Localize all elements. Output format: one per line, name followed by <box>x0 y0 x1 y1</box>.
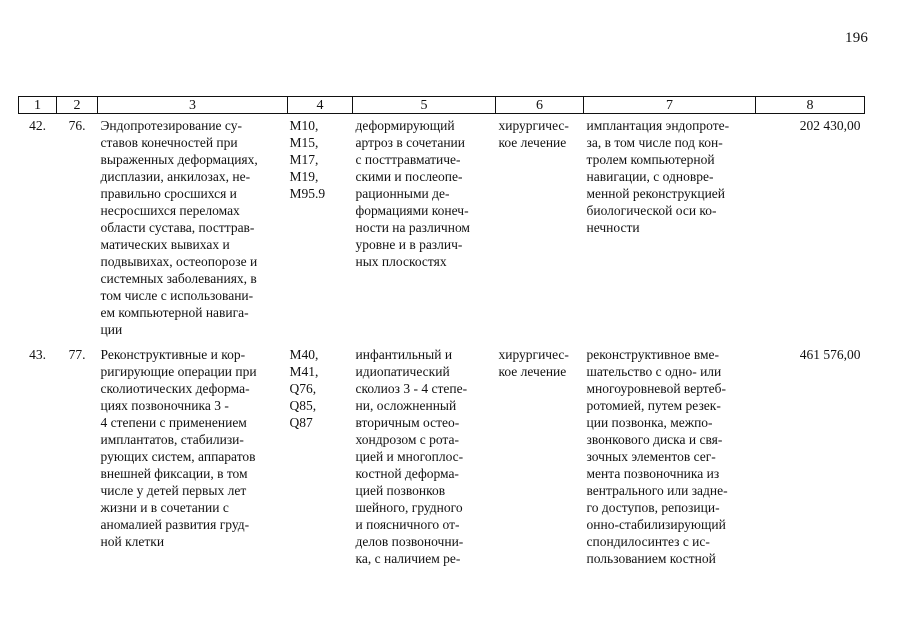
header-col-6: 6 <box>496 97 584 114</box>
icd-code: Q85, <box>289 398 317 413</box>
text-line: деформирующий <box>355 118 455 133</box>
text-line: рующих систем, аппаратов <box>100 449 256 464</box>
icd-code: M15, <box>289 135 319 150</box>
text-line: с посттравматиче- <box>355 152 461 167</box>
icd-code: M95.9 <box>289 186 326 201</box>
text-line: 4 степени с применением <box>100 415 247 430</box>
row-number: 43. <box>29 347 46 362</box>
icd-code: Q76, <box>289 381 317 396</box>
text-line: за, в том числе под кон- <box>586 135 723 150</box>
text-line: хондрозом с рота- <box>355 432 459 447</box>
page-number: 196 <box>845 30 869 46</box>
text-line: рационными де- <box>355 186 450 201</box>
care-description <box>98 114 288 344</box>
text-line: жизни и в сочетании с <box>100 500 229 515</box>
text-line: том числе с использовани- <box>100 288 254 303</box>
icd-code: M19, <box>289 169 319 184</box>
icd-code: M41, <box>289 364 319 379</box>
icd-code: M10, <box>289 118 319 133</box>
text-line: ных плоскостях <box>355 254 447 269</box>
text-line: менной реконструкцией <box>586 186 726 201</box>
text-line: и поясничного от- <box>355 517 460 532</box>
text-line: подвывихах, остеопорозе и <box>100 254 258 269</box>
text-line: аномалией развития груд- <box>100 517 250 532</box>
text-line: реконструктивное вме- <box>586 347 720 362</box>
text-line: циях позвоночника 3 - <box>100 398 229 413</box>
header-col-8: 8 <box>756 97 865 114</box>
text-line: цией позвонков <box>355 483 446 498</box>
text-line: выраженных деформациях, <box>100 152 258 167</box>
text-line: области сустава, посттрав- <box>100 220 255 235</box>
icd-code: M17, <box>289 152 319 167</box>
header-col-2: 2 <box>57 97 98 114</box>
text-line: имплантация эндопроте- <box>586 118 730 133</box>
text-line: правильно сросшихся и <box>100 186 237 201</box>
header-col-7: 7 <box>584 97 756 114</box>
text-line: идиопатический <box>355 364 450 379</box>
treatment-type <box>496 114 584 344</box>
text-line: ставов конечностей при <box>100 135 238 150</box>
text-line: вторичным остео- <box>355 415 460 430</box>
text-line: Эндопротезирование су- <box>100 118 242 133</box>
text-line: ни, осложненный <box>355 398 457 413</box>
icd-code: Q87 <box>289 415 313 430</box>
text-line: ем компьютерной навига- <box>100 305 249 320</box>
text-line: звонкового диска и свя- <box>586 432 723 447</box>
table-header <box>19 97 865 114</box>
tariff-table <box>18 96 865 567</box>
text-line: цией и многоплос- <box>355 449 464 464</box>
text-line: артроз в сочетании <box>355 135 465 150</box>
text-line: числе у детей первых лет <box>100 483 247 498</box>
text-line: делов позвоночни- <box>355 534 464 549</box>
text-line: инфантильный и <box>355 347 453 362</box>
treatment-method <box>584 343 756 567</box>
text-line: шейного, грудного <box>355 500 463 515</box>
icd-codes <box>288 343 353 567</box>
text-line: кое лечение <box>498 135 567 150</box>
patient-model <box>353 343 496 567</box>
text-line: матических вывихах и <box>100 237 230 252</box>
text-line: ности на различном <box>355 220 470 235</box>
text-line: ции позвонка, межпо- <box>586 415 713 430</box>
text-line: пользованием костной <box>586 551 716 566</box>
header-col-5: 5 <box>353 97 496 114</box>
text-line: ригирующие операции при <box>100 364 257 379</box>
text-line: ка, с наличием ре- <box>355 551 461 566</box>
header-col-1: 1 <box>19 97 57 114</box>
text-line: внешней фиксации, в том <box>100 466 248 481</box>
text-line: сколиотических деформа- <box>100 381 250 396</box>
cost-amount: 202 430,00 <box>799 118 861 133</box>
text-line: костной деформа- <box>355 466 459 481</box>
text-line: онно-стабилизирующий <box>586 517 726 532</box>
care-description <box>98 343 288 567</box>
text-line: формациями конеч- <box>355 203 469 218</box>
icd-code: M40, <box>289 347 319 362</box>
text-line: системных заболеваниях, в <box>100 271 257 286</box>
text-line: хирургичес- <box>498 118 569 133</box>
text-line: несросшихся переломах <box>100 203 240 218</box>
text-line: биологической оси ко- <box>586 203 717 218</box>
text-line: вентрального или задне- <box>586 483 728 498</box>
table-body <box>19 114 865 568</box>
text-line: уровне и в различ- <box>355 237 463 252</box>
text-line: шательство с одно- или <box>586 364 722 379</box>
group-number: 76. <box>68 118 86 133</box>
header-row <box>19 97 865 114</box>
text-line: дисплазии, анкилозах, не- <box>100 169 251 184</box>
table-row <box>19 343 865 567</box>
group-number: 77. <box>68 347 86 362</box>
text-line: Реконструктивные и кор- <box>100 347 246 362</box>
cost-amount: 461 576,00 <box>799 347 861 362</box>
text-line: ной клетки <box>100 534 165 549</box>
text-line: го доступов, репозици- <box>586 500 720 515</box>
text-line: кое лечение <box>498 364 567 379</box>
row-number: 42. <box>29 118 46 133</box>
text-line: имплантатов, стабилизи- <box>100 432 244 447</box>
text-line: ротомией, путем резек- <box>586 398 721 413</box>
icd-codes <box>288 114 353 344</box>
text-line: скими и послеопе- <box>355 169 463 184</box>
header-col-3: 3 <box>98 97 288 114</box>
patient-model <box>353 114 496 344</box>
text-line: тролем компьютерной <box>586 152 715 167</box>
text-line: мента позвоночника из <box>586 466 720 481</box>
header-col-4: 4 <box>288 97 353 114</box>
text-line: ции <box>100 322 123 337</box>
treatment-type <box>496 343 584 567</box>
text-line: сколиоз 3 - 4 степе- <box>355 381 468 396</box>
text-line: нечности <box>586 220 640 235</box>
text-line: зочных элементов сег- <box>586 449 716 464</box>
text-line: хирургичес- <box>498 347 569 362</box>
text-line: навигации, с одновре- <box>586 169 714 184</box>
table-row <box>19 114 865 344</box>
treatment-method <box>584 114 756 344</box>
text-line: спондилосинтез с ис- <box>586 534 710 549</box>
text-line: многоуровневой вертеб- <box>586 381 727 396</box>
